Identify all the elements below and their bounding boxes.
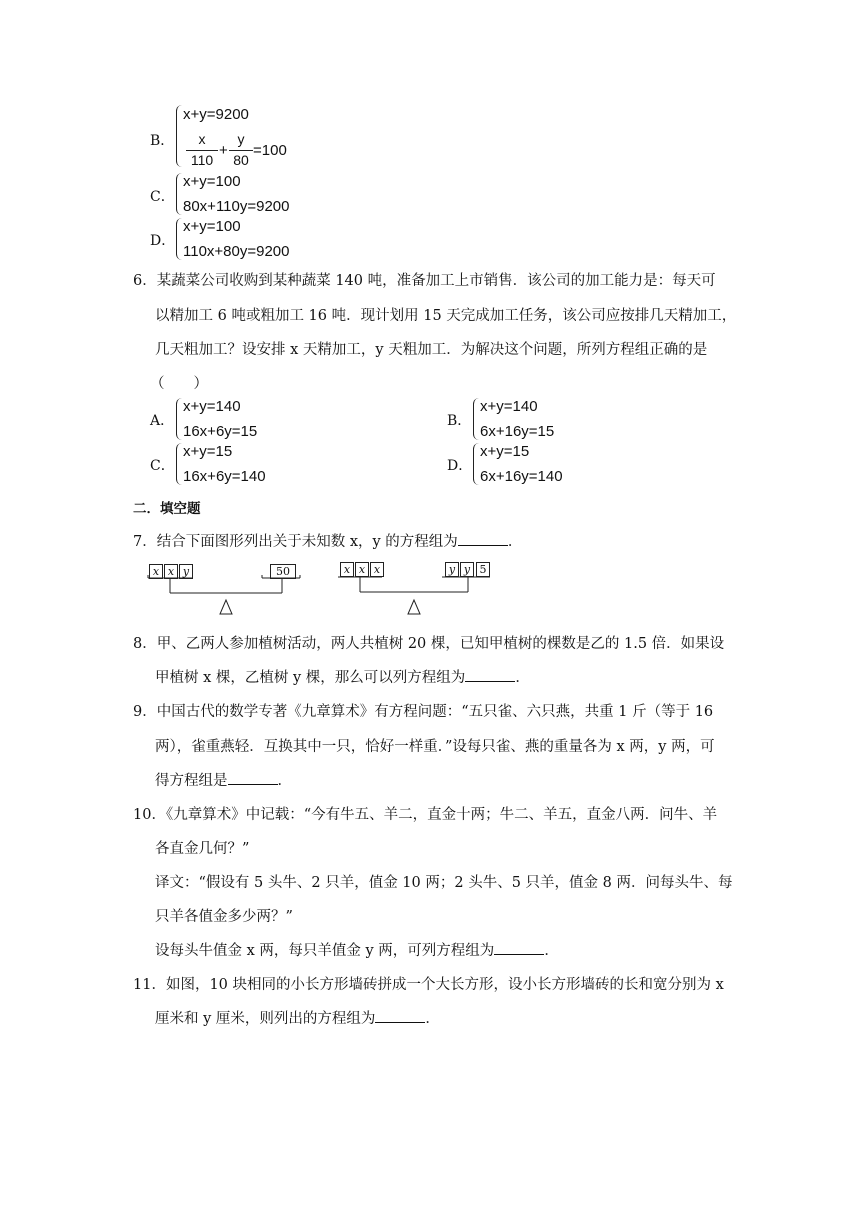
option-label: C． [150, 189, 175, 205]
equation-rhs: =100 [253, 142, 287, 159]
q11-end: ． [425, 1011, 440, 1027]
q8-end: ． [515, 670, 530, 686]
q9-text: 得方程组是 [155, 773, 228, 789]
equation: 80x+110y=9200 [183, 198, 290, 215]
q10-line-4: 只羊各值金多少两？” [155, 909, 293, 925]
q10-end: ． [544, 943, 559, 959]
q6-line-1: 6．某蔬菜公司收购到某种蔬菜 140 吨，准备加工上市销售．该公司的加工能力是：每天可 [133, 273, 716, 289]
weight-box: x [164, 564, 178, 579]
option-label: B． [447, 413, 472, 429]
q11-line-2 [155, 1007, 440, 1028]
q7-text [133, 530, 522, 551]
q7-end: ． [507, 534, 523, 550]
equation: 16x+6y=15 [183, 423, 258, 440]
brace [473, 398, 479, 440]
brace [176, 398, 182, 440]
q10-text: 设每头牛值金 x 两，每只羊值金 y 两，可列方程组为 [155, 943, 495, 959]
weight-box: x [149, 564, 163, 579]
q10-line-5 [155, 939, 559, 960]
fraction-numerator: x [198, 131, 206, 147]
equation: 110x+80y=9200 [183, 243, 290, 260]
q7-question: 7．结合下面图形列出关于未知数 x，y 的方程组为 [133, 534, 458, 550]
equation: 6x+16y=140 [480, 468, 563, 485]
weight-box: x [370, 562, 384, 577]
equation: x+y=15 [480, 443, 530, 460]
option-label: A． [150, 413, 175, 429]
option-label: C． [150, 458, 175, 474]
q9-line-2: 两），雀重燕轻．互换其中一只，恰好一样重．”设每只雀、燕的重量各为 x 两，y 两，可 [155, 739, 715, 755]
weight-box: 50 [270, 564, 296, 579]
answer-blank [375, 1008, 425, 1023]
answer-blank [465, 667, 515, 682]
option-label: D． [150, 233, 176, 249]
q9-end: ． [277, 773, 292, 789]
q11-line-1: 11．如图，10 块相同的小长方形墙砖拼成一个大长方形，设小长方形墙砖的长和宽分别为 x [133, 977, 724, 993]
option-label: B． [150, 133, 175, 149]
weight-box: x [340, 562, 354, 577]
q6-line-3: 几天粗加工？设安排 x 天精加工，y 天粗加工．为解决这个问题，所列方程组正确的是 [155, 342, 708, 358]
weight-box: x [355, 562, 369, 577]
brace [176, 173, 182, 215]
brace [176, 443, 182, 485]
brace [176, 218, 182, 260]
answer-blank [228, 770, 278, 785]
fraction-bar [229, 150, 253, 151]
q9-line-3 [155, 769, 292, 790]
section-heading: 二．填空题 [133, 501, 201, 517]
q6-line-2: 以精加工 6 吨或粗加工 16 吨．现计划用 15 天完成加工任务，该公司应按排几天精加工， [155, 308, 737, 324]
scale-frame [140, 560, 310, 620]
q8-line-2 [155, 666, 530, 687]
equation: x+y=15 [183, 443, 233, 460]
q11-text: 厘米和 y 厘米，则列出的方程组为 [155, 1011, 376, 1027]
answer-blank [494, 940, 544, 955]
weight-box: y [460, 562, 474, 577]
plus-sign: + [219, 142, 228, 159]
equation: x+y=100 [183, 218, 241, 235]
equation: 6x+16y=15 [480, 423, 555, 440]
brace [176, 105, 182, 167]
q9-line-1: 9．中国古代的数学专著《九章算术》有方程问题：“五只雀、六只燕，共重 1 斤（等于 16 [133, 704, 714, 720]
equation: x+y=140 [480, 398, 538, 415]
weight-box: 5 [476, 562, 490, 577]
q8-line-1: 8．甲、乙两人参加植树活动，两人共植树 20 棵，已知甲植树的棵数是乙的 1.5 倍．如果设 [133, 636, 725, 652]
fraction-denominator: 80 [233, 152, 249, 168]
fraction-denominator: 110 [190, 152, 214, 168]
q8-text: 甲植树 x 棵，乙植树 y 棵，那么可以列方程组为 [155, 670, 466, 686]
equation: x+y=140 [183, 398, 241, 415]
brace [473, 443, 479, 485]
fraction-bar [186, 150, 218, 151]
equation: x+y=9200 [183, 106, 249, 123]
weight-box: y [445, 562, 459, 577]
scale-frame [330, 560, 500, 620]
q10-line-1: 10．《九章算术》中记载：“今有牛五、羊二，直金十两；牛二、羊五，直金八两．问牛、羊 [133, 807, 718, 823]
fraction-numerator: y [237, 131, 245, 147]
option-label: D． [447, 458, 473, 474]
answer-blank [458, 531, 508, 546]
equation: x+y=100 [183, 173, 241, 190]
q10-line-2: 各直金几何？” [155, 841, 250, 857]
weight-box: y [179, 564, 193, 579]
q10-line-3: 译文：“假设有 5 头牛、2 只羊，值金 10 两；2 头牛、5 只羊，值金 8 两．问每头牛、每 [155, 875, 733, 891]
equation: 16x+6y=140 [183, 468, 266, 485]
q6-answer-paren: （ ） [150, 376, 208, 392]
